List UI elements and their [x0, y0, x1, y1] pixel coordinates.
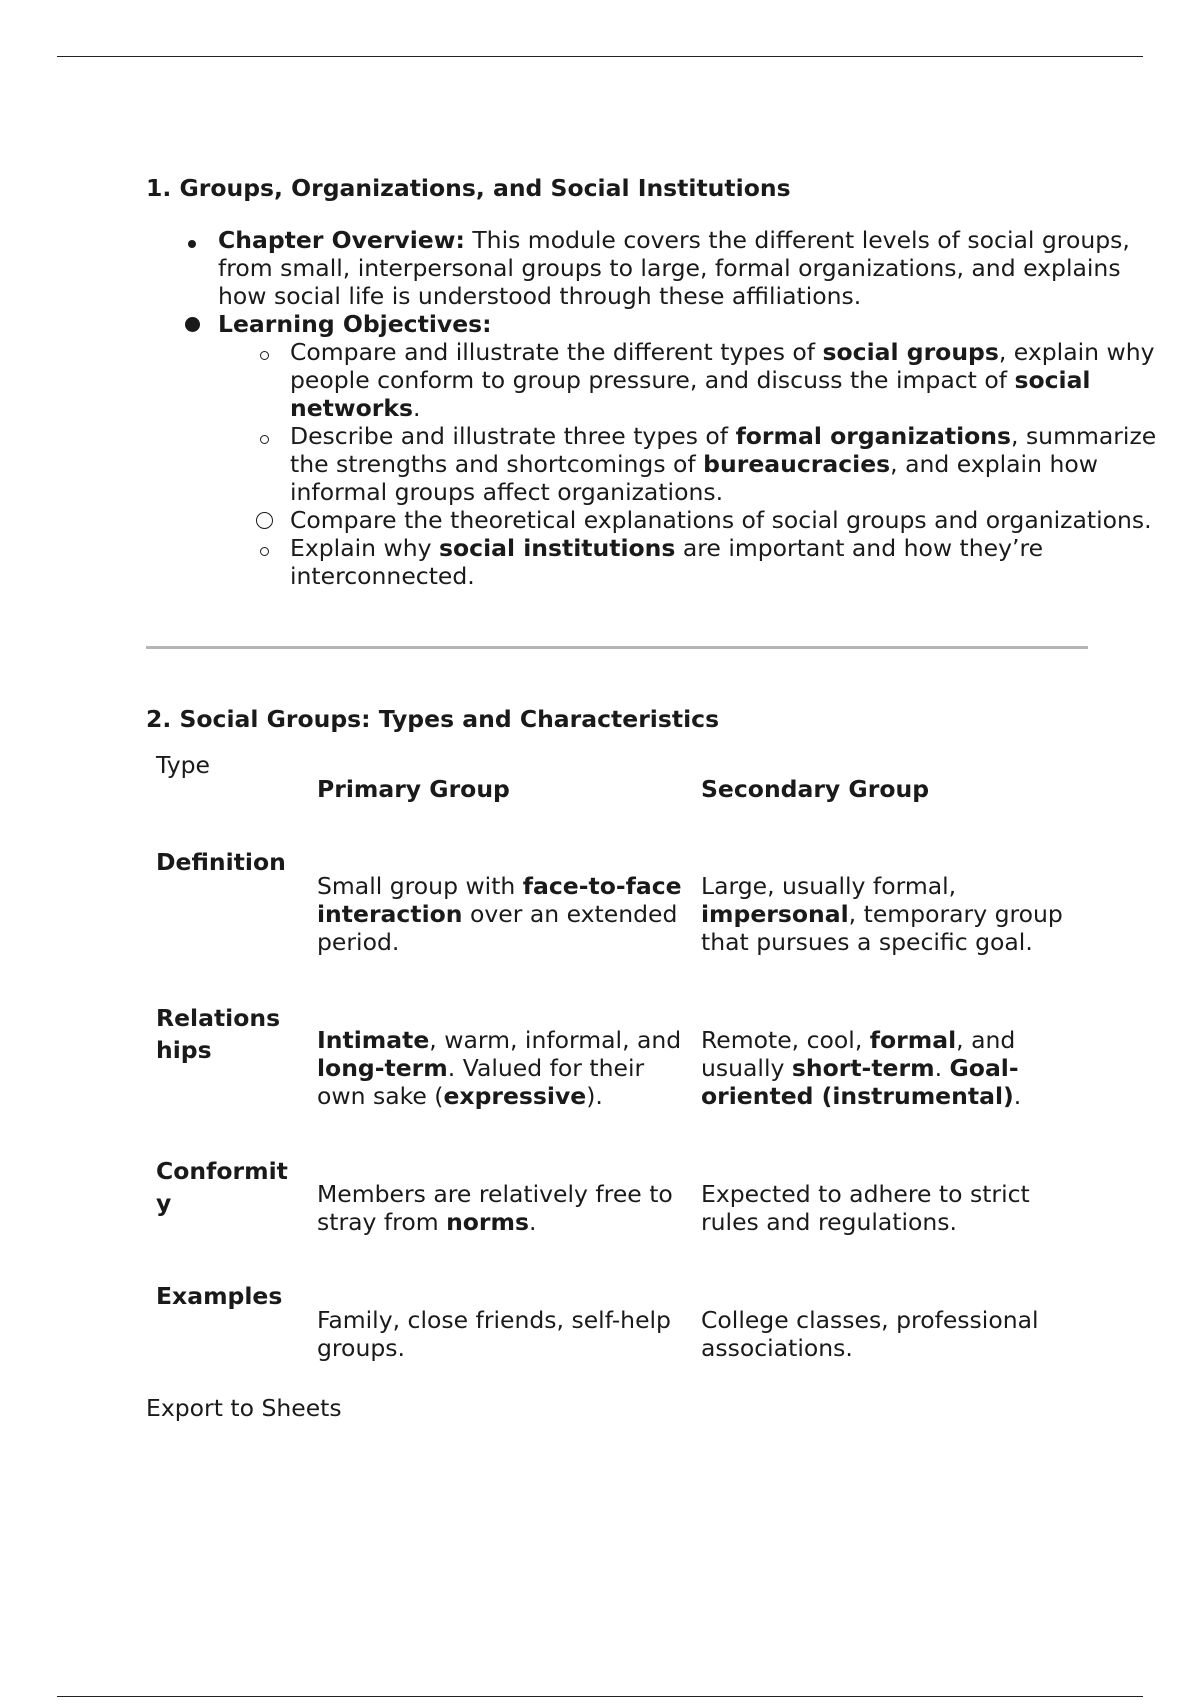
- table-cell-primary: Family, close friends, self-help groups.: [317, 1306, 671, 1362]
- objective-item: [146, 422, 1170, 506]
- objective-text: Explain why: [290, 534, 439, 562]
- objective-term: formal organizations: [735, 422, 1011, 450]
- row-label-examples: Examples: [156, 1282, 283, 1310]
- objective-term: social groups: [822, 338, 999, 366]
- page-bottom-rule: [57, 1696, 1143, 1697]
- overview-text: This module covers the different levels of social groups, from small, interpersonal groups to large, formal organizations, and explains how social life is understood through these affiliations.: [218, 226, 1130, 310]
- bullet-circle-icon: [254, 506, 274, 535]
- learning-objectives-item: [146, 310, 1158, 338]
- objective-text: , explain why people conform to group pressure, and discuss the impact of: [290, 338, 1155, 394]
- objective-text: , and explain how informal groups affect organizations.: [290, 450, 1098, 506]
- objective-term: social institutions: [439, 534, 676, 562]
- table-cell-secondary: Large, usually formal, impersonal, temporary group that pursues a specific goal.: [701, 872, 1063, 956]
- table-corner-label: Type: [156, 751, 210, 779]
- column-header-secondary: Secondary Group: [701, 775, 930, 803]
- objective-text: are important and how they’re interconnected.: [290, 534, 1044, 590]
- objective-text: Describe and illustrate three types of: [290, 422, 736, 450]
- objective-item: [146, 506, 1170, 534]
- row-label-definition: Definition: [156, 848, 286, 876]
- section-1-bullets: [146, 226, 1157, 590]
- table-cell-primary: Small group with face-to-face interaction over an extended period.: [317, 872, 682, 956]
- objectives-label: Learning Objectives:: [218, 310, 492, 338]
- row-label-relationships: Relations hips: [156, 1004, 281, 1064]
- section-2-heading: 2. Social Groups: Types and Characteristics: [146, 705, 720, 733]
- objective-text: , summarize the strengths and shortcomings of: [290, 422, 1157, 478]
- objective-item: [146, 534, 1170, 590]
- export-to-sheets-link[interactable]: Export to Sheets: [146, 1394, 342, 1422]
- bullet-dot-icon: [182, 310, 202, 338]
- objective-text: .: [412, 394, 421, 422]
- bullet-circle-icon: [254, 422, 274, 450]
- column-header-primary: Primary Group: [317, 775, 510, 803]
- bullet-dot-icon: [182, 226, 202, 254]
- table-cell-primary: Members are relatively free to stray from norms.: [317, 1180, 673, 1236]
- objective-term: bureaucracies: [703, 450, 891, 478]
- objective-item: [146, 338, 1170, 422]
- overview-label: Chapter Overview:: [218, 226, 465, 254]
- table-cell-secondary: College classes, professional associations.: [701, 1306, 1039, 1362]
- objective-text: Compare and illustrate the different types of: [290, 338, 823, 366]
- page-top-rule: [57, 56, 1143, 57]
- table-cell-secondary: Expected to adhere to strict rules and regulations.: [701, 1180, 1030, 1236]
- bullet-circle-icon: [254, 338, 274, 366]
- objectives-list: [146, 338, 1157, 590]
- bullet-circle-icon: [254, 534, 274, 562]
- section-1-heading: 1. Groups, Organizations, and Social Institutions: [146, 174, 791, 202]
- section-divider: [146, 646, 1088, 649]
- row-label-conformity: Conformit y: [156, 1157, 288, 1217]
- table-cell-secondary: Remote, cool, formal, and usually short-term. Goal-oriented (instrumental).: [701, 1026, 1022, 1110]
- table-cell-primary: Intimate, warm, informal, and long-term. Valued for their own sake (expressive).: [317, 1026, 682, 1110]
- chapter-overview-item: [146, 226, 1158, 310]
- objective-term: social networks: [290, 366, 1091, 422]
- objective-text: Compare the theoretical explanations of social groups and organizations.: [290, 506, 1152, 534]
